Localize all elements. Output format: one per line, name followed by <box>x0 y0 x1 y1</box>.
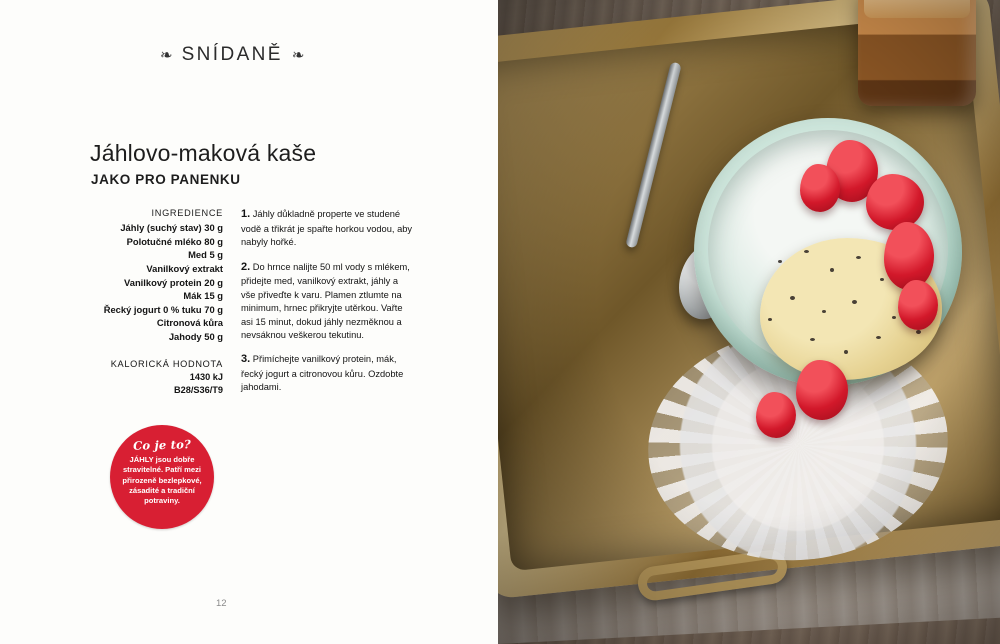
recipe-title: Jáhlovo-maková kaše <box>90 140 317 166</box>
nutrition-block <box>90 358 223 398</box>
recipe-step <box>241 352 413 395</box>
step-number: 2. <box>241 260 251 273</box>
info-badge <box>110 425 214 529</box>
ornament-right-icon: ❧ <box>291 46 305 64</box>
list-item: Jahody 50 g <box>168 331 223 343</box>
page-number: 12 <box>216 598 227 609</box>
chapter-heading <box>160 44 304 66</box>
recipe-step <box>241 207 413 250</box>
list-item: Vanilkový extrakt <box>146 262 223 274</box>
strawberry <box>796 360 848 420</box>
list-item: Polotučné mléko 80 g <box>126 235 223 247</box>
left-page <box>0 0 498 644</box>
step-text: Do hrnce nalijte 50 ml vody s mlékem, přidejte med, vanilkový extrakt, jáhly a vše přiveďte k varu. Plamen ztlumte na minimum, hrnec přikryjte utěrkou. Vařte asi 15 minut, dokud jáhly nezměknou a nevsáknou veškerou tekutinu. <box>241 261 410 340</box>
recipe-step <box>241 260 413 343</box>
strawberry <box>884 222 934 290</box>
strawberry <box>898 280 938 330</box>
nutrition-value: 1430 kJ <box>189 372 223 383</box>
recipe-subtitle: JAKO PRO PANENKU <box>91 172 241 187</box>
list-item: Vanilkový protein 20 g <box>124 276 223 288</box>
right-page-photo <box>498 0 1000 644</box>
list-item: Mák 15 g <box>183 290 223 302</box>
list-item: Med 5 g <box>188 249 223 261</box>
mint-bowl <box>694 118 962 386</box>
strawberry <box>866 174 924 230</box>
info-badge-title: Co je to? <box>132 437 192 453</box>
espresso-glass <box>858 0 976 106</box>
step-number: 1. <box>241 208 251 220</box>
list-item: Řecký jogurt 0 % tuku 70 g <box>103 303 223 315</box>
strawberry <box>800 164 840 212</box>
ingredients-list <box>90 221 223 344</box>
ingredients-column <box>90 207 223 405</box>
nutrition-macros: B28/S36/T9 <box>173 385 223 396</box>
step-text: Jáhly důkladně properte ve studené vodě a třikrát je spařte horkou vodou, aby nabyly hořké. <box>241 209 413 248</box>
bowl-interior <box>708 130 948 368</box>
steps-column <box>241 207 413 405</box>
recipe-body <box>90 207 415 405</box>
list-item: Jáhly (suchý stav) 30 g <box>120 222 223 234</box>
nutrition-heading: KALORICKÁ HODNOTA <box>110 358 223 369</box>
chapter-title: SNÍDANĚ <box>181 44 283 65</box>
list-item: Citronová kůra <box>156 317 223 329</box>
info-badge-text: JÁHLY jsou dobře stravitelné. Patří mezi přirozeně bezlepkové, zásadité a tradiční potraviny. <box>122 455 202 505</box>
ingredients-heading: INGREDIENCE <box>151 208 223 218</box>
ornament-left-icon: ❧ <box>160 46 173 64</box>
espresso-foam <box>864 0 970 18</box>
step-text: Přimíchejte vanilkový protein, mák, řecký jogurt a citronovou kůru. Ozdobte jahodami. <box>241 354 404 393</box>
strawberry <box>756 392 796 438</box>
step-number: 3. <box>241 353 251 366</box>
